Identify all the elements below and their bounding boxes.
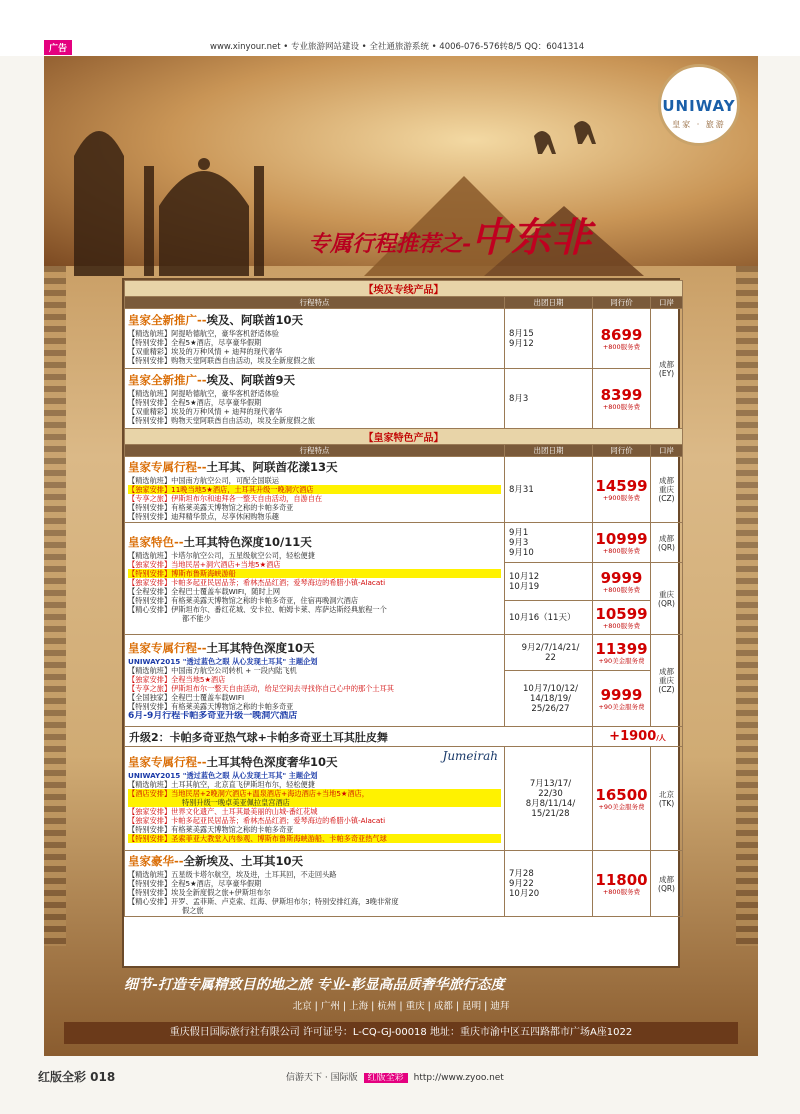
upgrade-text: 升级2：卡帕多奇亚热气球+卡帕多奇亚土耳其肚皮舞 — [125, 727, 593, 747]
product-info: 皇家特色--土耳其特色深度10/11天 【精选航班】卡塔尔航空公司，五星级航空公司，轻松便捷 【独家安排】当地民居+洞穴酒店+当地5★酒店 【特别安排】博斯布鲁斯海峡游船 【独家安排】卡帕多起亚民居品茶；希林杰品红酒；爱琴海边的希腊小镇-Alacati 【全程安排】全程巴士覆盖车载WIFI，随时上网 【特别安排】有格莱美露天博物馆之称的卡帕多奇亚，住宿再晚洞穴酒店 【精心安排】伊斯坦布尔、番红花城、安卡拉、帕姆卡莱、库萨达斯经典旅程一个 都不能少 — [125, 523, 505, 635]
headline — [308, 206, 591, 263]
upgrade-row — [125, 727, 683, 747]
col-header-port: 口岸 — [651, 445, 683, 457]
price-cell: 9999 +90美金服务费 — [593, 671, 651, 727]
col-header-features: 行程特点 — [125, 297, 505, 309]
departure-dates: 9月1 9月3 9月10 — [505, 523, 593, 563]
port-cell: 重庆 (QR) — [651, 563, 683, 635]
left-border-pattern — [44, 266, 66, 946]
product-info: Jumeirah 皇家专属行程--土耳其特色深度奢华10天 UNIWAY2015 "透过蓝色之眼 从心发现土耳其" 主题企划 【精选航班】土耳其航空，北京直飞伊斯坦布尔，轻松便捷 【酒店安排】当地民居+2晚洞穴酒店+温泉酒店+海边酒店+当地5★酒店， 特别升级一晚卓美亚佩拉皇宫酒店 【独家安排】世界文化遗产、土耳其最美丽的山城-番红花城 【独家安排】卡帕多起亚民居品茶；希林杰品红酒；爱琴海边的希腊小镇-Alacati 【特别安排】有格莱美露天博物馆之称的卡帕多奇亚 【特别安排】圣索菲亚大教堂入内参观、博斯布鲁斯海峡游船、卡帕多奇亚热气球 — [125, 747, 505, 851]
product-info: 皇家专属行程--土耳其、阿联酋花漾13天 【精选航班】中国南方航空公司，可配全国联运 【独家安排】11晚当地5★酒店，土耳其升级一晚洞穴酒店 【专享之旅】伊斯坦布尔和迪拜各一整天自由活动，自游自在 【特别安排】有格莱美露天博物馆之称的卡帕多奇亚 【特别安排】迪拜精华景点，尽享休闲购物乐趣 — [125, 457, 505, 523]
page-footer — [0, 1062, 800, 1092]
uniway-logo — [658, 64, 740, 146]
table-row — [125, 635, 683, 671]
port-cell: 成都 (QR) — [651, 851, 683, 917]
port-cell: 成都 重庆 (CZ) — [651, 457, 683, 523]
port-cell: 成都 (EY) — [651, 309, 683, 429]
port-cell: 成都 重庆 (CZ) — [651, 635, 683, 727]
departure-dates: 7月28 9月22 10月20 — [505, 851, 593, 917]
price-cell: 9999 +800服务费 — [593, 563, 651, 601]
departure-dates: 8月31 — [505, 457, 593, 523]
price-cell: 8699 +800服务费 — [593, 309, 651, 369]
upgrade-price: +1900/人 — [593, 727, 683, 747]
col-header-price: 同行价 — [593, 445, 651, 457]
col-header-features: 行程特点 — [125, 445, 505, 457]
company-info-bar: 重庆假日国际旅行社有限公司 许可证号：L-CQ-GJ-00018 地址：重庆市渝中区五四路都市广场A座1022 — [64, 1022, 738, 1044]
price-cell: 10599 +800服务费 — [593, 601, 651, 635]
price-cell: 16500 +90美金服务费 — [593, 747, 651, 851]
product-info: 皇家专属行程--土耳其特色深度10天 UNIWAY2015 "透过蓝色之眼 从心发现土耳其" 主题企划 【精选航班】中国南方航空公司转机 + 一段内陆飞机 【独家安排】全程当地5★酒店 【专享之旅】伊斯坦布尔一整天自由活动，给足空间去寻找你自己心中的那个土耳其 【全国独家】全程巴士覆盖车载WIFI 【特别安排】有格莱美露天博物馆之称的卡帕多奇亚 6月-9月行程卡帕多奇亚升级一晚洞穴酒店 — [125, 635, 505, 727]
departure-dates: 9月2/7/14/21/ 22 — [505, 635, 593, 671]
price-cell: 14599 +900服务费 — [593, 457, 651, 523]
logo-subtext: 皇家 · 旅游 — [672, 120, 726, 129]
table-row — [125, 747, 683, 851]
table-row — [125, 851, 683, 917]
col-header-price: 同行价 — [593, 297, 651, 309]
section-title-special: 【皇家特色产品】 — [125, 429, 683, 445]
departure-dates: 8月3 — [505, 369, 593, 429]
product-title: 皇家豪华--全新埃及、土耳其10天 — [128, 853, 304, 868]
headline-big: 中东非 — [471, 214, 592, 261]
col-header-port: 口岸 — [651, 297, 683, 309]
table-row — [125, 369, 683, 429]
product-title: 皇家特色--土耳其特色深度10/11天 — [128, 535, 312, 549]
jumeirah-logo: Jumeirah — [442, 749, 498, 763]
price-cell: 11800 +800服务费 — [593, 851, 651, 917]
product-title: 皇家专属行程--土耳其特色深度10天 — [128, 640, 315, 655]
product-title: 皇家全新推广--埃及、阿联酋9天 — [128, 373, 296, 387]
price-cell: 11399 +90美金服务费 — [593, 635, 651, 671]
departure-dates: 10月12 10月19 — [505, 563, 593, 601]
top-bar — [0, 0, 800, 56]
product-info: 皇家全新推广--埃及、阿联酋10天 【精选航班】阿提哈德航空，豪华客机舒适体验 【特别安排】全程5★酒店，尽享豪华假期 【双重精彩】埃及的万种风情 + 迪拜的现代奢华 【特别安排】购物天堂阿联酋自由活动，埃及全新度假之旅 — [125, 309, 505, 369]
departure-dates: 7月13/17/ 22/30 8月8/11/14/ 15/21/28 — [505, 747, 593, 851]
page-number: 红版全彩 018 — [38, 1070, 116, 1084]
product-table-panel — [122, 278, 680, 968]
table-row — [125, 457, 683, 523]
departure-dates: 10月16（11天） — [505, 601, 593, 635]
footer-center: 信游天下 · 国际版 红版全彩 http://www.zyoo.net — [286, 1073, 504, 1083]
product-info: 皇家全新推广--埃及、阿联酋9天 【精选航班】阿提哈德航空，豪华客机舒适体验 【特别安排】全程5★酒店，尽享豪华假期 【双重精彩】埃及的万种风情 + 迪拜的现代奢华 【特别安排】购物天堂阿联酋自由活动，埃及全新度假之旅 — [125, 369, 505, 429]
branch-cities: 北京 | 广州 | 上海 | 杭州 | 重庆 | 成都 | 昆明 | 迪拜 — [292, 1001, 510, 1012]
product-title: 皇家专属行程--土耳其、阿联酋花漾13天 — [128, 459, 338, 474]
product-title: 皇家专属行程--土耳其特色深度奢华10天 — [128, 755, 338, 769]
product-info: 皇家豪华--全新埃及、土耳其10天 【精选航班】五星级卡塔尔航空，埃及进，土耳其回，不走回头路 【特别安排】全程5★酒店，尽享豪华假期 【特别安排】埃及全新度假之旅+伊斯坦布尔 【精心安排】开罗、孟菲斯、卢克索、红海、伊斯坦布尔；特别安排红海，3晚非常度 假之旅 — [125, 851, 505, 917]
section-title-egypt: 【埃及专线产品】 — [125, 281, 683, 297]
headline-small: 专属行程推荐之- — [308, 231, 472, 257]
departure-dates: 10月7/10/12/ 14/18/19/ 25/26/27 — [505, 671, 593, 727]
ad-tag: 广告 — [44, 40, 72, 55]
port-cell: 成都 (QR) — [651, 523, 683, 563]
right-border-pattern — [736, 266, 758, 946]
port-cell: 北京 (TK) — [651, 747, 683, 851]
table-row — [125, 523, 683, 563]
price-cell: 8399 +800服务费 — [593, 369, 651, 429]
col-header-dates: 出团日期 — [505, 445, 593, 457]
departure-dates: 8月15 9月12 — [505, 309, 593, 369]
slogan: 细节-打造专属精致目的地之旅 专业-彰显高品质奢华旅行态度 — [124, 977, 505, 993]
product-table — [124, 280, 683, 917]
table-row — [125, 309, 683, 369]
col-header-dates: 出团日期 — [505, 297, 593, 309]
logo-text: UNIWAY — [662, 97, 736, 115]
top-contact-line: www.xinyour.net • 专业旅游网站建设 • 全社通旅游系统 • 4006-076-576转8/5 QQ：6041314 — [210, 42, 585, 52]
poster — [44, 56, 758, 1056]
price-cell: 10999 +800服务费 — [593, 523, 651, 563]
product-title: 皇家全新推广--埃及、阿联酋10天 — [128, 313, 304, 327]
